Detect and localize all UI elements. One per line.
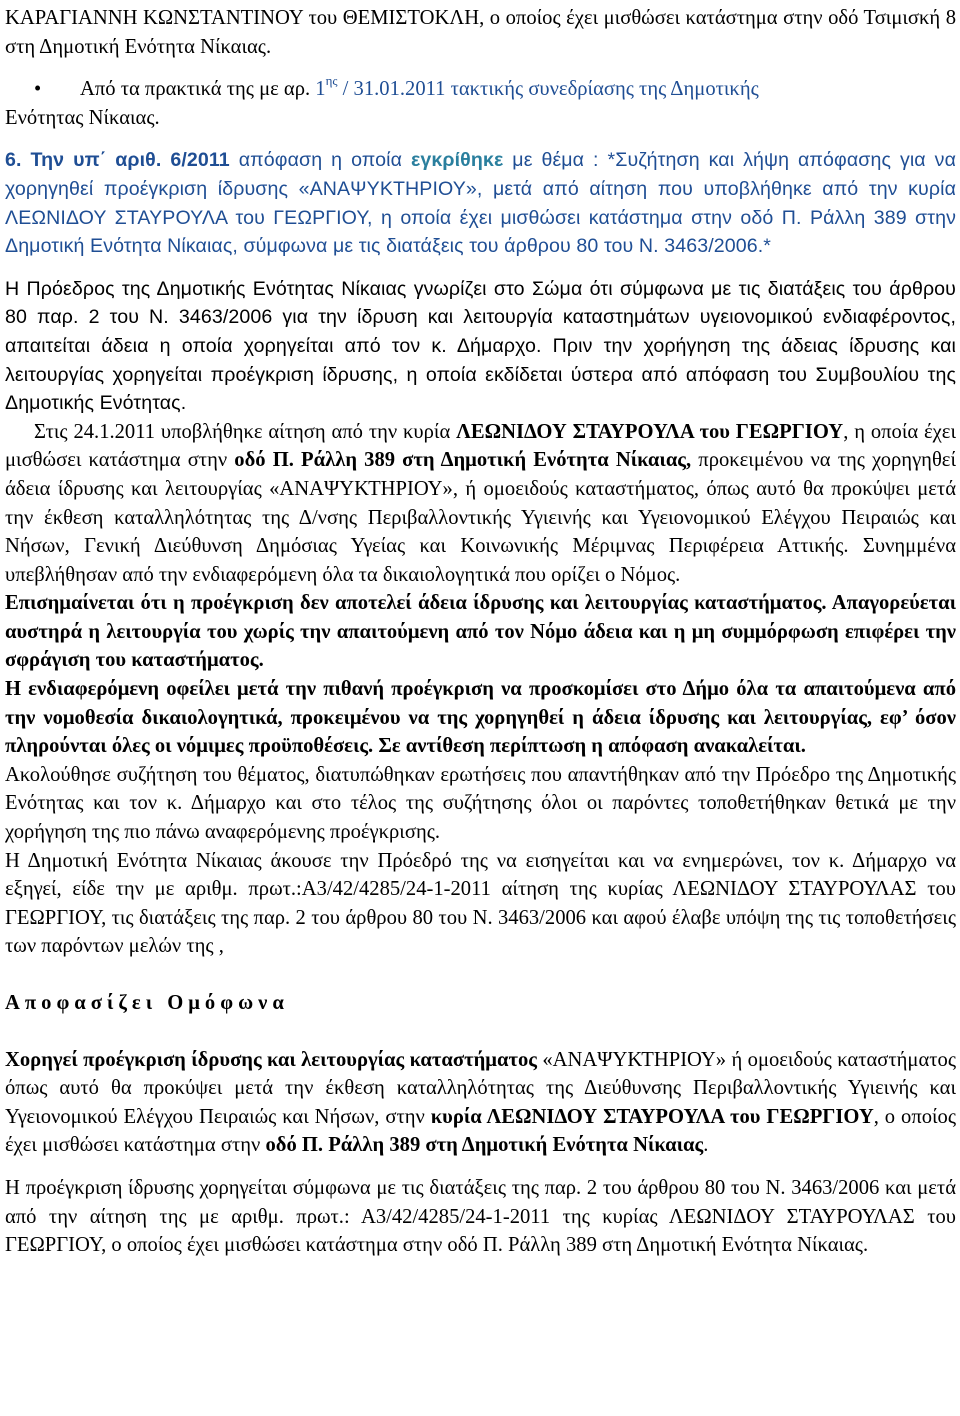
paragraph-application-date: [5, 418, 956, 590]
minutes-text-line2: Ενότητας Νίκαιας.: [5, 106, 160, 129]
paragraph-president-statement: Η Πρόεδρος της Δημοτικής Ενότητας Νίκαιας γνωρίζει στο Σώμα ότι σύμφωνα με τις διατάξεις του άρθρου 80 παρ. 2 του Ν. 3463/2006 για την ίδρυση και λειτουργία καταστημάτων υγειονομικού ενδιαφέροντος, απαιτείται άδεια η οποία χορηγείται από τον κ. Δήμαρχο. Πριν την χορήγηση της άδειας ίδρυσης και λειτουργίας χορηγείται προέγκριση ίδρυσης, η οποία εκδίδεται ύστερα από απόφαση του Συμβουλίου της Δημοτικής Ενότητας.: [5, 277, 956, 415]
paragraph-notice-documents: Η ενδιαφερόμενη οφείλει μετά την πιθανή προέγκριση να προσκομίσει στο Δήμο όλα τα απαιτούμενα από την νομοθεσία δικαιολογητικά, προκειμένου να της χορηγηθεί η άδεια ίδρυσης και λειτουργίας, εφ’ όσον πληρούνται όλες οι νόμιμες προϋποθέσεις. Σε αντίθεση περίπτωση η απόφαση ανακαλείται.: [5, 678, 956, 758]
paragraph-final: Η προέγκριση ίδρυσης χορηγείται σύμφωνα με τις διατάξεις της παρ. 2 του άρθρου 80 του Ν. 3463/2006 και μετά από την αίτηση της με αριθμ. πρωτ.: Α3/42/4285/24-1-2011 της κυρίας ΛΕΩΝΙΔΟΥ ΣΤΑΥΡΟΥΛΑΣ του ΓΕΩΡΓΙΟΥ, ο οποίος έχει μισθώσει κατάστημα στην οδό Π. Ράλλη 389 στη Δημοτική Ενότητα Νίκαιας.: [5, 1176, 956, 1257]
spacer: [5, 1160, 956, 1174]
grant-bold-1: Χορηγεί προέγκριση ίδρυσης και λειτουργίας καταστήματος: [5, 1048, 537, 1071]
spacer: [5, 61, 956, 75]
paragraph-discussion: Ακολούθησε συζήτηση του θέματος, διατυπώθηκαν ερωτήσεις που απαντήθηκαν από την Πρόεδρο της Δημοτικής Ενότητας και τον κ. Δήμαρχο και στο τέλος της συζήτησης όλοι οι παρόντες τοποθετήθηκαν θετικά με την χορήγηση της πιο πάνω αναφερόμενης προέγκρισης.: [5, 763, 956, 844]
grant-text-3: .: [703, 1134, 709, 1157]
minutes-date: / 31.01.2011 τακτικής συνεδρίασης της Δημοτικής: [337, 78, 759, 101]
item-6-decision: [5, 146, 956, 260]
grant-applicant: κυρία ΛΕΩΝΙΔΟΥ ΣΤΑΥΡΟΥΛΑ του ΓΕΩΡΓΙΟΥ: [430, 1105, 874, 1128]
minutes-number-suffix: ης: [325, 73, 338, 89]
date-address: οδό Π. Ράλλη 389 στη Δημοτική Ενότητα Νίκαιας,: [234, 449, 692, 472]
grant-address: οδό Π. Ράλλη 389 στη Δημοτική Ενότητα Νίκαιας: [265, 1134, 704, 1157]
minutes-number: 1: [315, 78, 326, 101]
date-applicant-name: ΛΕΩΝΙΔΟΥ ΣΤΑΥΡΟΥΛΑ του ΓΕΩΡΓΙΟΥ: [456, 420, 844, 443]
item-6-text-1: απόφαση η οποία: [229, 149, 411, 172]
date-text-1: Στις 24.1.2011 υποβλήθηκε αίτηση από την κυρία: [34, 420, 457, 443]
paragraph-grant: [5, 1046, 956, 1160]
paragraph-hearing: Η Δημοτική Ενότητα Νίκαιας άκουσε την Πρόεδρό της να εισηγείται και να ενημερώνει, τον κ. Δήμαρχο να εξηγεί, είδε την με αριθμ. πρωτ.:Α3/42/4285/24-1-2011 αίτηση της κυρίας ΛΕΩΝΙΔΟΥ ΣΤΑΥΡΟΥΛΑΣ του ΓΕΩΡΓΙΟΥ, τις διατάξεις της παρ. 2 του άρθρου 80 του Ν. 3463/2006 και αφού έλαβε υπόψη της τις τοποθετήσεις των παρόντων μελών της ,: [5, 849, 956, 958]
decision-heading: Αποφασίζει Ομόφωνα: [5, 992, 289, 1014]
item-6-label: 6. Την υπ΄ αριθ.: [5, 149, 162, 172]
date-text-2: , η οποία έχει μισθώσει κατάστημα στην: [5, 420, 956, 472]
item-6-number: 6/2011: [161, 149, 230, 172]
bullet-icon: •: [34, 78, 42, 101]
paragraph-previous-applicant: ΚΑΡΑΓΙΑΝΝΗ ΚΩΝΣΤΑΝΤΙΝΟΥ του ΘΕΜΙΣΤΟΚΛΗ, ο οποίος έχει μισθώσει κατάστημα στην οδό Τσιμισκή 8 στη Δημοτική Ενότητα Νίκαιας.: [5, 7, 956, 58]
spacer: [5, 961, 956, 989]
spacer: [5, 1018, 956, 1046]
grant-text-1: «ΑΝΑΨΥΚΤΗΡΙΟΥ» ή ομοειδούς καταστήματος όπως αυτό θα προκύψει μετά την έκθεση καταλληλότητας της Διεύθυνσης Περιβαλλοντικής Υγιεινής και Υγειονομικού Ελέγχου Πειραιώς και Νήσων, στην: [5, 1048, 956, 1128]
spacer: [5, 261, 956, 275]
item-6-approved: εγκρίθηκε: [410, 149, 504, 172]
paragraph-notice-preapproval: Επισημαίνεται ότι η προέγκριση δεν αποτελεί άδεια ίδρυσης και λειτουργίας καταστήματος. Απαγορεύεται αυστηρά η λειτουργία του χωρίς την απαιτούμενη από τον Νόμο άδεια και η μη συμμόρφωση επιφέρει την σφράγιση του καταστήματος.: [5, 592, 956, 672]
date-text-3: προκειμένου να της χορηγηθεί άδεια ίδρυσης και λειτουργίας «ΑΝΑΨΥΚΤΗΡΙΟΥ», ή ομοειδούς καταστήματος, όπως αυτό θα προκύψει μετά την έκθεση καταλληλότητας της Δ/νσης Περιβαλλοντικής Υγιεινής και Υγειονομικού Ελέγχου Πειραιώς και Νήσων, Γενική Διεύθυνση Δημόσιας Υγείας και Κοινωνικής Μέριμνας Περιφέρεια Αττικής. Συνημμένα υπεβλήθησαν από την ενδιαφερόμενη όλα τα δικαιολογητικά που ορίζει ο Νόμος.: [5, 449, 956, 586]
bullet-minutes-reference: [5, 75, 956, 104]
grant-text-2: , ο οποίος έχει μισθώσει κατάστημα στην: [5, 1105, 956, 1157]
minutes-text-pre: Από τα πρακτικά της με αρ.: [80, 78, 316, 101]
item-6-text-2: με θέμα : *Συζήτηση και λήψη απόφασης για να χορηγηθεί προέγκριση ίδρυσης «ΑΝΑΨΥΚΤΗΡΙΟΥ», μετά από αίτηση που υποβλήθηκε από την κυρία ΛΕΩΝΙΔΟΥ ΣΤΑΥΡΟΥΛΑ του ΓΕΩΡΓΙΟΥ, η οποία έχει μισθώσει κατάστημα στην οδό Π. Ράλλη 389 στην Δημοτική Ενότητα Νίκαιας, σύμφωνα με τις διατάξεις του άρθρου 80 του Ν. 3463/2006.*: [5, 149, 956, 258]
